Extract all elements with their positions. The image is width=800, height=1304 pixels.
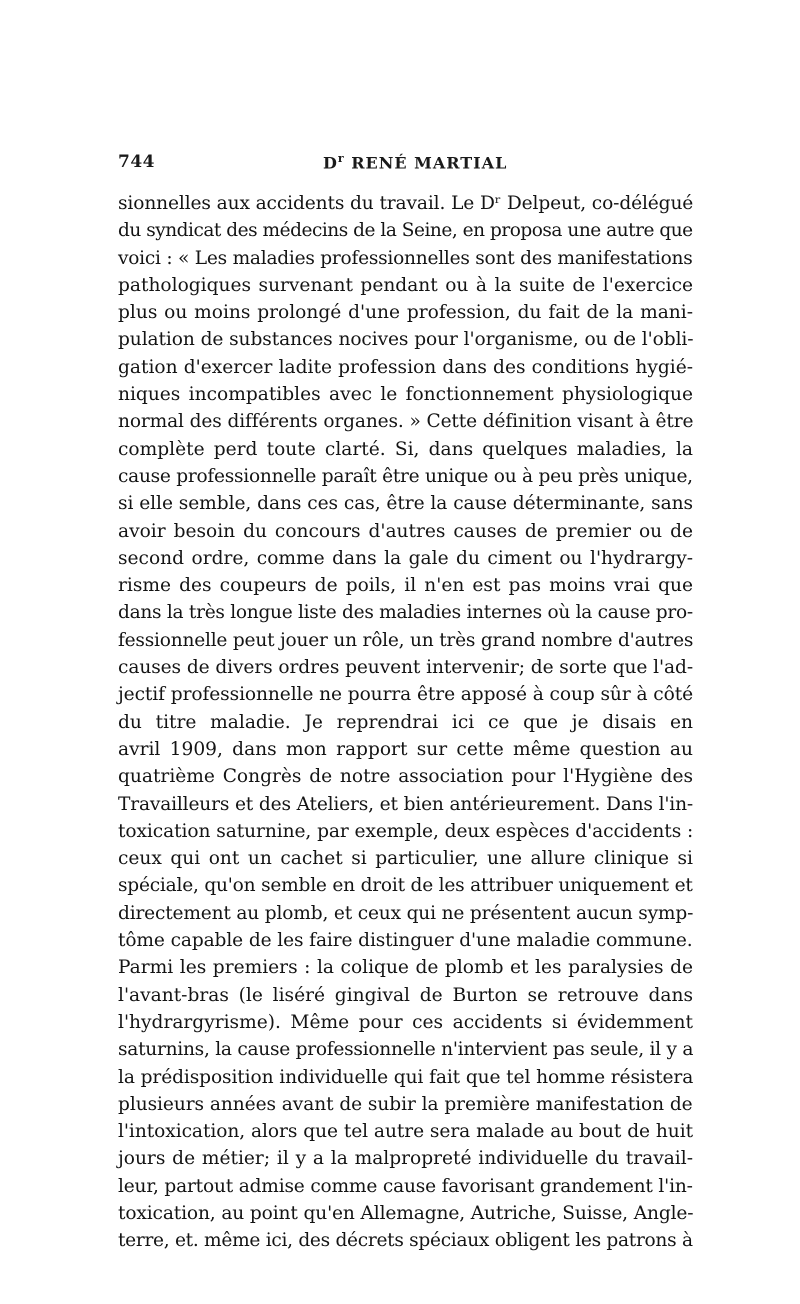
text-line: directement au plomb, et ceux qui ne présentent aucun symp-	[118, 902, 694, 924]
running-title	[323, 152, 507, 172]
text-line: si elle semble, dans ces cas, être la cause déterminante, sans	[118, 493, 693, 515]
text-line: avril 1909, dans mon rapport sur cette même question au	[118, 738, 693, 760]
text-line: saturnins, la cause professionnelle n'intervient pas seule, il y a	[118, 1039, 694, 1061]
text-line: jours de métier; il y a la malpropreté individuelle du travail-	[118, 1148, 693, 1170]
text-line: jectif professionnelle ne pourra être apposé à coup sûr à côté	[118, 684, 693, 706]
text-line: leur, partout admise comme cause favorisant grandement l'in-	[118, 1175, 693, 1197]
text-line: ceux qui ont un cachet si particulier, une allure clinique si	[118, 848, 693, 870]
text-line: tôme capable de les faire distinguer d'une maladie commune.	[118, 930, 693, 952]
text-line: toxication, au point qu'en Allemagne, Autriche, Suisse, Angle-	[118, 1202, 694, 1224]
page-header	[118, 152, 690, 178]
text-line: sionnelles aux accidents du travail. Le Dʳ Delpeut, co-délégué	[118, 193, 694, 214]
text-line: plusieurs années avant de subir la première manifestation de	[118, 1093, 693, 1115]
text-line: plus ou moins prolongé d'une profession, du fait de la mani-	[118, 302, 693, 324]
text-line: gation d'exercer ladite profession dans des conditions hygié-	[118, 356, 693, 378]
text-line: spéciale, qu'on semble en droit de les attribuer uniquement et	[118, 875, 693, 897]
text-line: avoir besoin du concours d'autres causes de premier ou de	[118, 520, 693, 542]
text-line: l'hydrargyrisme). Même pour ces accidents si évidemment	[118, 1011, 693, 1033]
text-line: quatrième Congrès de notre association pour l'Hygiène des	[118, 766, 693, 788]
text-line: pathologiques survenant pendant ou à la suite de l'exercice	[118, 274, 693, 296]
text-line: cause professionnelle paraît être unique ou à peu près unique,	[118, 465, 693, 487]
text-line: l'avant-bras (le liséré gingival de Burton se retrouve dans	[118, 984, 693, 1006]
text-line: voici : « Les maladies professionnelles sont des manifestations	[118, 247, 693, 269]
page-number: 744	[118, 152, 155, 172]
text-line: causes de divers ordres peuvent intervenir; de sorte que l'ad-	[118, 657, 694, 679]
text-line: risme des coupeurs de poils, il n'en est pas moins vrai que	[118, 575, 693, 597]
text-line: Parmi les premiers : la colique de plomb et les paralysies de	[118, 957, 693, 979]
text-line: Travailleurs et des Ateliers, et bien antérieurement. Dans l'in-	[118, 793, 693, 815]
running-title-name: RENÉ MARTIAL	[344, 153, 508, 173]
text-line: second ordre, comme dans la gale du ciment ou l'hydrargy-	[118, 547, 693, 569]
running-title-superscript: r	[337, 152, 345, 165]
text-line: du titre maladie. Je reprendrai ici ce que je disais en	[118, 711, 693, 733]
text-line: l'intoxication, alors que tel autre sera malade au bout de huit	[118, 1121, 693, 1143]
body-paragraph	[118, 190, 693, 1255]
text-line: la prédisposition individuelle qui fait que tel homme résistera	[118, 1066, 694, 1088]
text-line: niques incompatibles avec le fonctionnement physiologique	[118, 384, 693, 406]
text-line: normal des différents organes. » Cette définition visant à être	[118, 411, 694, 433]
text-line: terre, et. même ici, des décrets spéciaux obligent les patrons à	[118, 1230, 693, 1252]
text-line: fessionnelle peut jouer un rôle, un très grand nombre d'autres	[118, 629, 694, 651]
text-line: dans la très longue liste des maladies internes où la cause pro-	[118, 602, 693, 624]
text-line: complète perd toute clarté. Si, dans quelques maladies, la	[118, 438, 693, 460]
running-title-prefix: D	[323, 153, 338, 173]
text-line: du syndicat des médecins de la Seine, en proposa une autre que	[118, 220, 693, 242]
text-line: toxication saturnine, par exemple, deux espèces d'accidents :	[118, 820, 694, 842]
text-line: pulation de substances nocives pour l'organisme, ou de l'obli-	[118, 329, 694, 351]
